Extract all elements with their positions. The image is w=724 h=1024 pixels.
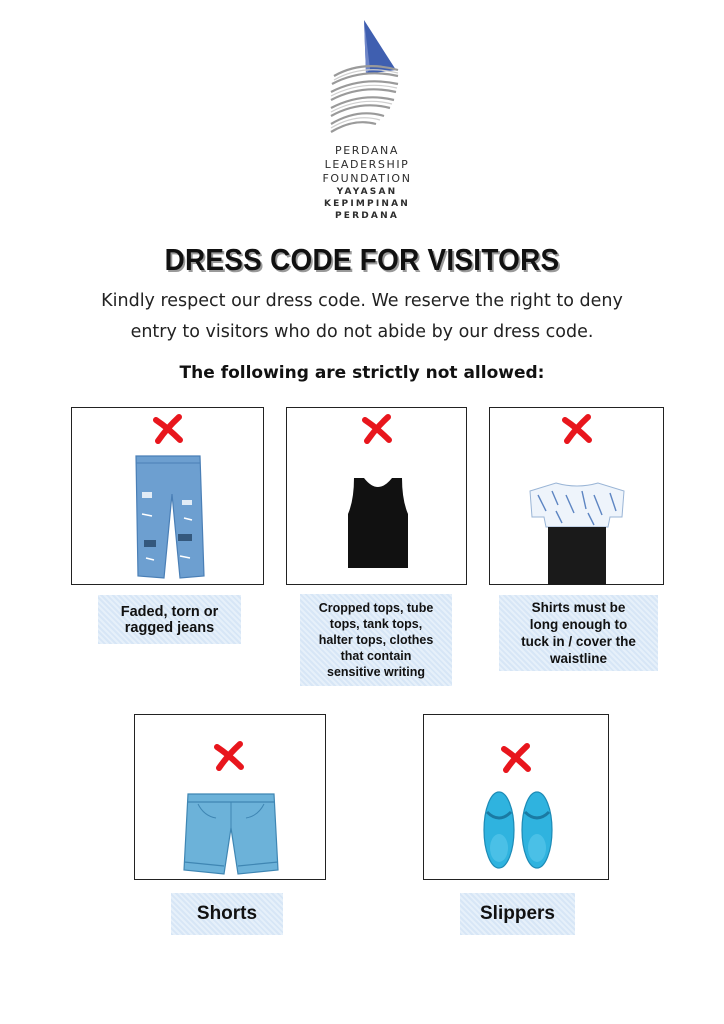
tank-top-caption [300, 594, 452, 686]
slippers-card [423, 714, 609, 880]
logo-text-line: PERDANA [335, 144, 399, 157]
logo-text-line: LEADERSHIP [324, 158, 410, 171]
caption-line: Shorts [196, 903, 258, 924]
caption-line: Faded, torn or [120, 603, 219, 620]
caption-line: halter tops, clothes [318, 633, 434, 647]
shorts-caption [171, 893, 283, 935]
caption-line: tops, tank tops, [329, 617, 423, 631]
caption-line: tuck in / cover the [521, 634, 636, 649]
logo-emblem [318, 14, 416, 142]
slippers-caption [460, 893, 575, 935]
x-mark-icon [213, 741, 245, 771]
x-mark-icon [561, 414, 593, 444]
tank-top-card [286, 407, 467, 585]
caption-line: Cropped tops, tube [318, 601, 434, 615]
x-mark-icon [500, 743, 532, 773]
page-title: DRESS CODE FOR VISITORS [164, 242, 560, 277]
logo-text-line: FOUNDATION [322, 172, 412, 185]
shorts-card [134, 714, 326, 880]
slippers-icon [479, 790, 557, 874]
caption-line: Slippers [480, 903, 555, 924]
logo [318, 14, 416, 224]
subtitle: The following are strictly not allowed: [179, 363, 545, 383]
jeans-icon [128, 454, 208, 580]
jeans-caption [98, 595, 241, 644]
caption-line: ragged jeans [124, 619, 215, 636]
crop-top-card [489, 407, 664, 585]
logo-text-line: KEPIMPINAN [324, 199, 410, 209]
logo-text-line: PERDANA [334, 211, 399, 221]
logo-text-line: YAYASAN [336, 187, 398, 197]
caption-line: waistline [549, 651, 607, 666]
crop-top-caption [499, 595, 658, 671]
x-mark-icon [361, 414, 393, 444]
caption-line: long enough to [529, 617, 628, 632]
intro-line-2: entry to visitors who do not abide by our dress code. [130, 322, 594, 342]
intro-line-1: Kindly respect our dress code. We reserve the right to deny [101, 291, 623, 311]
tank-top-icon [344, 474, 412, 570]
jeans-card [71, 407, 264, 585]
caption-line: that contain [340, 649, 412, 663]
shorts-icon [182, 792, 280, 878]
caption-line: sensitive writing [327, 665, 425, 679]
caption-line: Shirts must be [531, 600, 626, 615]
crop-top-icon [526, 481, 628, 585]
x-mark-icon [152, 414, 184, 444]
